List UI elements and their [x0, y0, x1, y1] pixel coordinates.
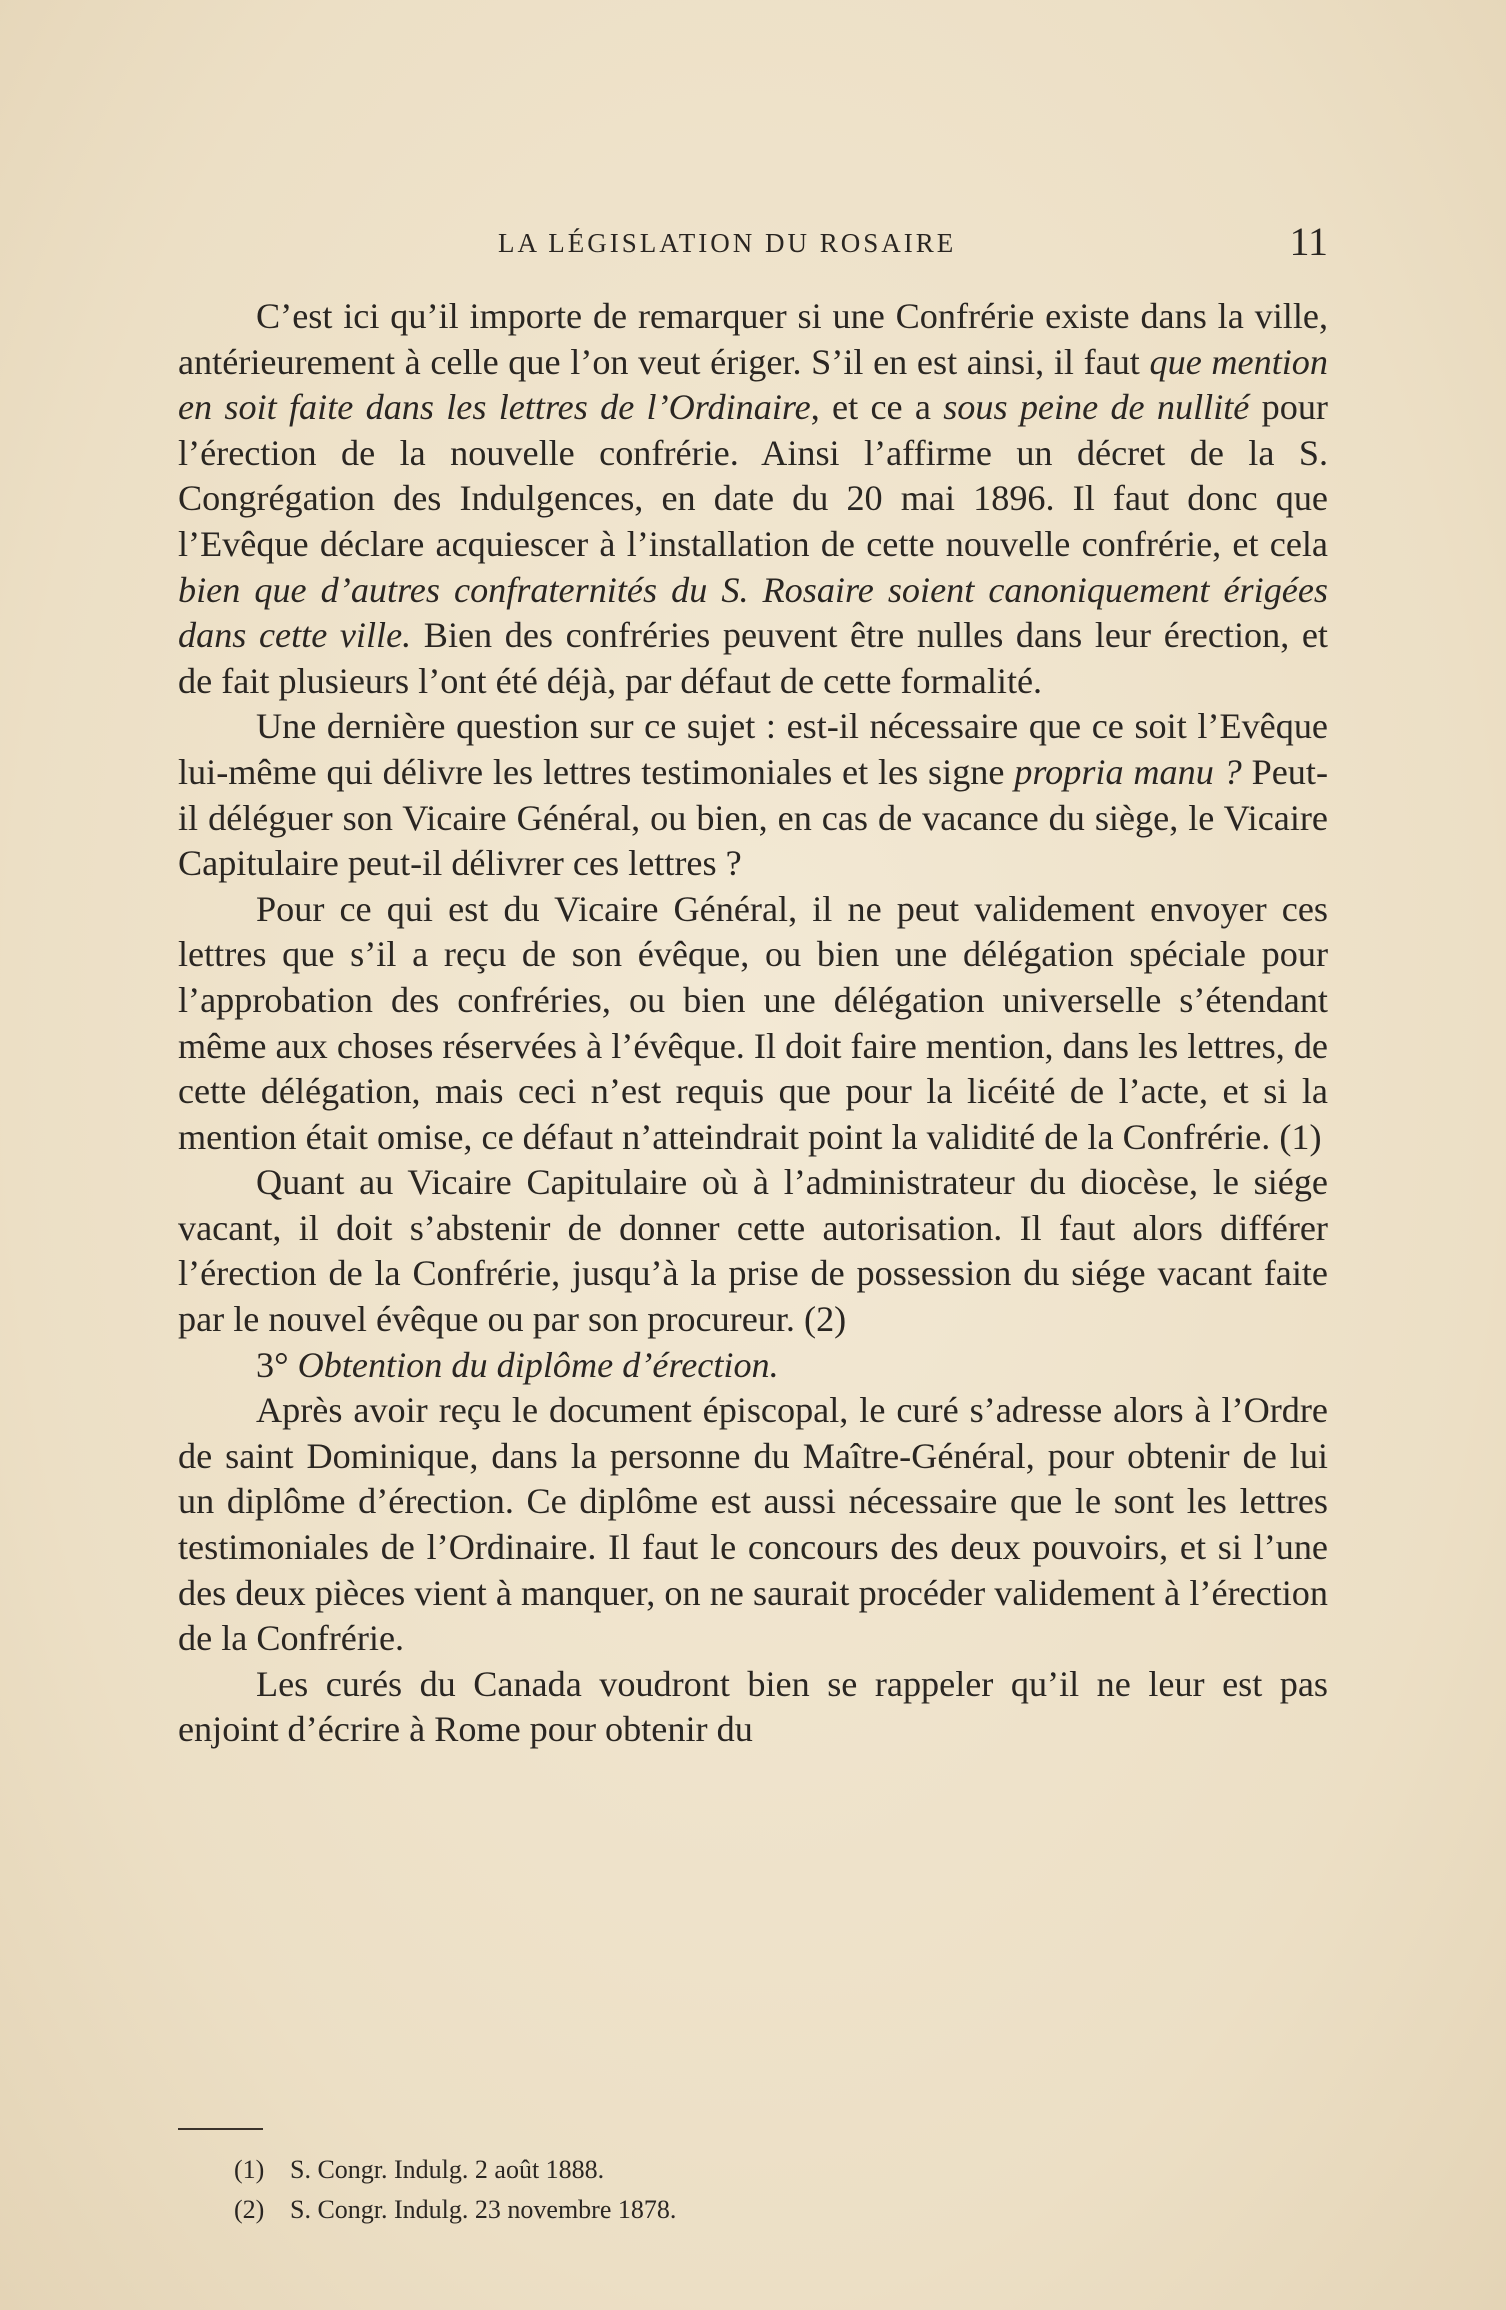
p1-italic-b: que mention en soit faite dans les lettres de l’Ordinaire [178, 341, 1328, 428]
p1-text-e: pour l’érection de la nouvelle confrérie. Ainsi l’affirme un décret de la S. Congrégation des Indulgences, en date du 20 mai 1896. Il faut donc que l’Evêque déclare acquiescer à l’installation de cette nouvelle confrérie, et cela [178, 387, 1328, 564]
footnote-separator [178, 2128, 263, 2130]
footnote-2 [234, 2190, 676, 2230]
paragraph-5: Après avoir reçu le document épiscopal, le curé s’adresse alors à l’Ordre de saint Dominique, dans la personne du Maître-Général, pour obtenir de lui un diplôme d’érection. Ce diplôme est aussi nécessaire que le sont les lettres testimoniales de l’Ordinaire. Il faut le concours des deux pouvoirs, et si l’une des deux pièces vient à manquer, on ne saurait procéder validement à l’érection de la Confrérie. [178, 1390, 1328, 1659]
section-title: Obtention du diplôme d’érection. [297, 1344, 779, 1385]
p1-italic-d: sous peine de nullité [943, 387, 1250, 428]
p1-text-a: C’est ici qu’il importe de remarquer si une Confrérie existe dans la ville, antérieurement à celle que l’on veut ériger. S’il en est ainsi, il faut [178, 296, 1328, 382]
paragraph-2 [178, 704, 1328, 886]
footnote-text: S. Congr. Indulg. 2 août 1888. [290, 2155, 605, 2184]
p1-text-c: , et ce a [810, 387, 944, 428]
page-number: 11 [1289, 219, 1328, 264]
paragraph-3: Pour ce qui est du Vicaire Général, il ne peut validement envoyer ces lettres que s’il a reçu de son évêque, ou bien une délégation spéciale pour l’approbation des confréries, ou bien une délégation universelle s’étendant même aux choses réservées à l’évêque. Il doit faire mention, dans les lettres, de cette délégation, mais ceci n’est requis que pour la licéité de l’acte, et si la mention était omise, ce défaut n’atteindrait point la validité de la Confrérie. (1) [178, 888, 1328, 1157]
p1-italic-f: bien que d’autres confraternités du S. Rosaire soient canoniquement érigées dans cette ville. [178, 569, 1328, 656]
page-header [178, 212, 1328, 272]
paragraph-4: Quant au Vicaire Capitulaire où à l’administrateur du diocèse, le siége vacant, il doit s’abstenir de donner cette autorisation. Il faut alors différer l’érection de la Confrérie, jusqu’à la prise de possession du siége vacant faite par le nouvel évêque ou par son procureur. (2) [178, 1162, 1328, 1340]
footnote-number: (1) [234, 2155, 265, 2184]
section-heading [178, 1343, 1328, 1389]
p2-text-c: Peut-il déléguer son Vicaire Général, ou bien, en cas de vacance du siège, le Vicaire Capitulaire peut-il délivrer ces lettres ? [178, 751, 1328, 884]
p2-italic-b: propria manu ? [1014, 751, 1242, 792]
body-text [178, 294, 1328, 1753]
running-title: LA LÉGISLATION DU ROSAIRE [498, 228, 957, 258]
section-number: 3° [256, 1344, 289, 1385]
paragraph-6: Les curés du Canada voudront bien se rappeler qu’il ne leur est pas enjoint d’écrire à Rome pour obtenir du [178, 1663, 1328, 1750]
footnote-number: (2) [234, 2195, 265, 2224]
footnotes [234, 2150, 676, 2230]
footnote-text: S. Congr. Indulg. 23 novembre 1878. [290, 2195, 677, 2224]
footnote-1 [234, 2150, 676, 2190]
paragraph-1 [178, 294, 1328, 704]
p2-text-a: Une dernière question sur ce sujet : est-il nécessaire que ce soit l’Evêque lui-même qui délivre les lettres testimoniales et les signe [178, 706, 1328, 792]
p1-text-g: Bien des confréries peuvent être nulles dans leur érection, et de fait plusieurs l’ont été déjà, par défaut de cette formalité. [178, 615, 1328, 701]
